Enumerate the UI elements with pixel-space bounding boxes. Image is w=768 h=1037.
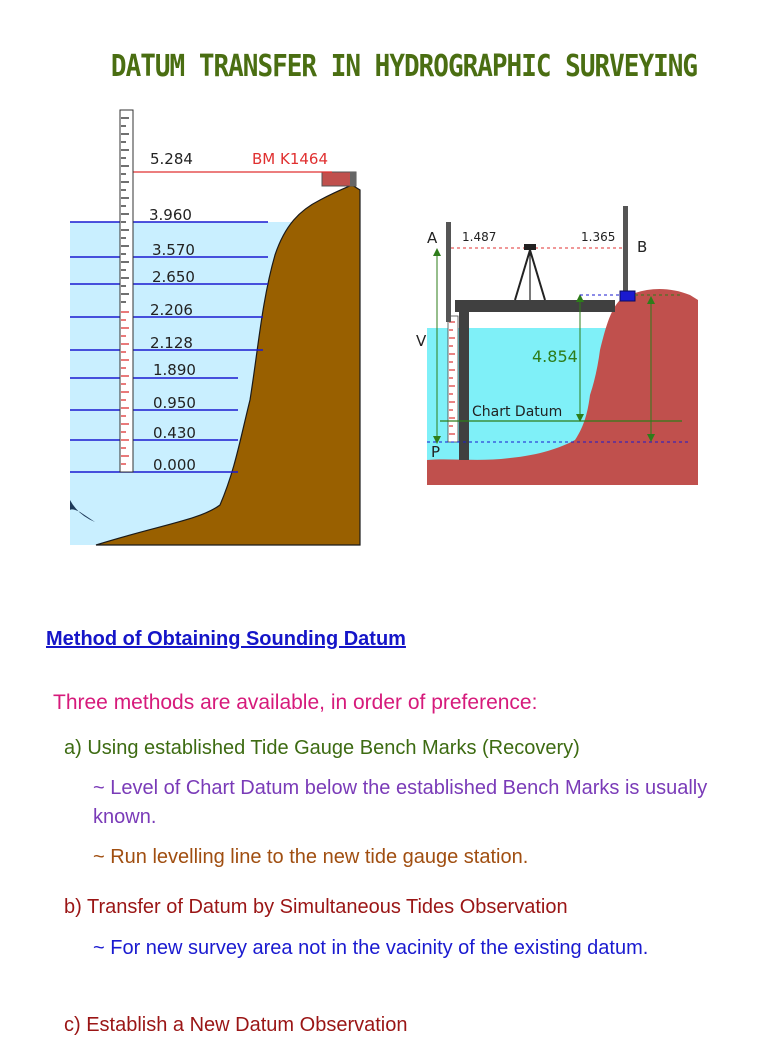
staff-b <box>623 206 628 296</box>
level-label: 3.960 <box>149 206 192 224</box>
reading-b: 1.365 <box>581 230 616 244</box>
tide-staff <box>120 110 133 472</box>
height-label: 4.854 <box>532 347 578 366</box>
benchmark-label: BM K1464 <box>252 150 329 168</box>
level-label: 2.650 <box>152 268 195 286</box>
level-label: 1.890 <box>153 361 196 379</box>
jetty-post <box>459 312 469 460</box>
level-label: 0.950 <box>153 394 196 412</box>
level-label: 0.430 <box>153 424 196 442</box>
method-c: c) Establish a New Datum Observation <box>64 1014 408 1036</box>
method-b: b) Transfer of Datum by Simultaneous Tides Observation <box>64 896 568 918</box>
point-b-label: B <box>637 238 648 256</box>
tide-staff <box>448 316 458 442</box>
level-label: 2.128 <box>150 334 193 352</box>
page-title: DATUM TRANSFER IN HYDROGRAPHIC SURVEYING <box>110 49 698 85</box>
method-b-detail-1: ~ For new survey area not in the vacinity of the existing datum. <box>93 937 649 959</box>
jetty-deck <box>455 300 615 312</box>
chart-datum-label: Chart Datum <box>472 404 563 420</box>
intro-text: Three methods are available, in order of preference: <box>53 691 538 714</box>
staff-a <box>446 222 451 322</box>
benchmark-block <box>620 291 635 301</box>
level-label: 0.000 <box>153 456 196 474</box>
right-levelling-diagram <box>416 206 698 485</box>
staff-reading-top: 5.284 <box>150 150 193 168</box>
left-tide-diagram <box>70 110 360 545</box>
level-instrument <box>524 244 536 250</box>
reading-a: 1.487 <box>462 230 497 244</box>
level-label: 3.570 <box>152 241 195 259</box>
method-a-detail-2: ~ Run levelling line to the new tide gauge station. <box>93 846 529 868</box>
method-a-detail-1: ~ Level of Chart Datum below the established Bench Marks is usually known. <box>93 777 708 828</box>
section-heading[interactable]: Method of Obtaining Sounding Datum <box>46 628 406 650</box>
point-v-label: V <box>416 332 427 350</box>
point-p-label: P <box>431 443 441 461</box>
method-a: a) Using established Tide Gauge Bench Marks (Recovery) <box>64 737 580 759</box>
point-a-label: A <box>427 229 438 247</box>
level-label: 2.206 <box>150 301 193 319</box>
